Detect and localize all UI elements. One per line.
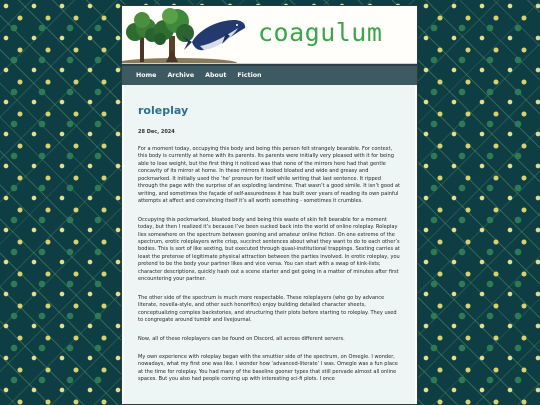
- nav-home-link[interactable]: Home: [136, 72, 157, 79]
- post-paragraph: For a moment today, occupying this body and being this person felt strangely bearable. For context, this body is currently at home with its parents. Its parents were initially very pleased with it for being able to lose weight, but the first thing it noticed was that none of the mirrors here had that gentle concavity of its mirror at home. In these mirrors it looked bloated and wide and greasy and pockmarked. It initially used the ‘he’ pronoun for itself while writing that last sentence. It ripped through the page with the surprise of an exploding landmine. That wasn’t a good simile. It isn’t good at writing, and sometimes the façade of self-assuredness it has built over years of reading its own painful attempts at affect and convincing itself it’s all worth something - sometimes it crumbles.: [138, 146, 400, 205]
- post-paragraph: Occupying this pockmarked, bloated body and being this waste of skin felt bearable for a moment today, but then I realized it’s because I’ve been sucked back into the world of online roleplay. Roleplay lies somewhere on the spectrum between gooning and amateur online fiction. On one extreme of the spectrum, erotic roleplayers write crisp, succinct sentences about what they want to do to each other’s bodies. This is sort of like sexting, but executed through quasi-institutional trappings. Sexting carries at least the pretense of legitimate physical attraction between the parties involved. In erotic roleplay, you pretend to be the body your partner likes and vice versa. You can start with a swap of kink-lists; character descriptions, quickly hash out a scene starter and get going in a matter of minutes after first encountering your partner.: [138, 216, 400, 283]
- post-paragraph: My own experience with roleplay began with the smuttier side of the spectrum, on Omegle. I wonder, nowadays, what my first one was like. I wonder how ‘advanced-literate’ I was. Omegle was a fun place at the time for roleplay. You had many of the baseline gooner types that still pervade almost all online spaces. But you also had people coming up with interesting sci-fi plots. I once: [138, 353, 398, 383]
- page-container: [121, 5, 418, 405]
- nav-fiction-link[interactable]: Fiction: [237, 72, 262, 79]
- post-content: [124, 85, 415, 405]
- post-paragraph: Now, all of these roleplayers can be found on Discord, all across different servers.: [138, 335, 345, 342]
- post-date: 28 Dec, 2024: [138, 129, 175, 135]
- post-paragraph: The other side of the spectrum is much more respectable. These roleplayers (who go by advance literate, novella-style, and other such honorifics) enjoy building detailed character sheets, conceptualizing complex backstories, and structuring their plots before starting to roleplay. They used to congregate around tumblr and livejournal.: [138, 294, 397, 324]
- site-header: [122, 6, 417, 64]
- post-title: roleplay: [138, 104, 189, 117]
- site-title[interactable]: coagulum: [258, 18, 383, 47]
- ground-shape: [122, 58, 237, 63]
- header-illustration: [122, 6, 252, 63]
- nav-archive-link[interactable]: Archive: [167, 72, 195, 79]
- nav-about-link[interactable]: About: [205, 72, 227, 79]
- tree-icon: [126, 12, 159, 62]
- large-tree-icon: [154, 8, 194, 62]
- main-navigation: [122, 64, 417, 85]
